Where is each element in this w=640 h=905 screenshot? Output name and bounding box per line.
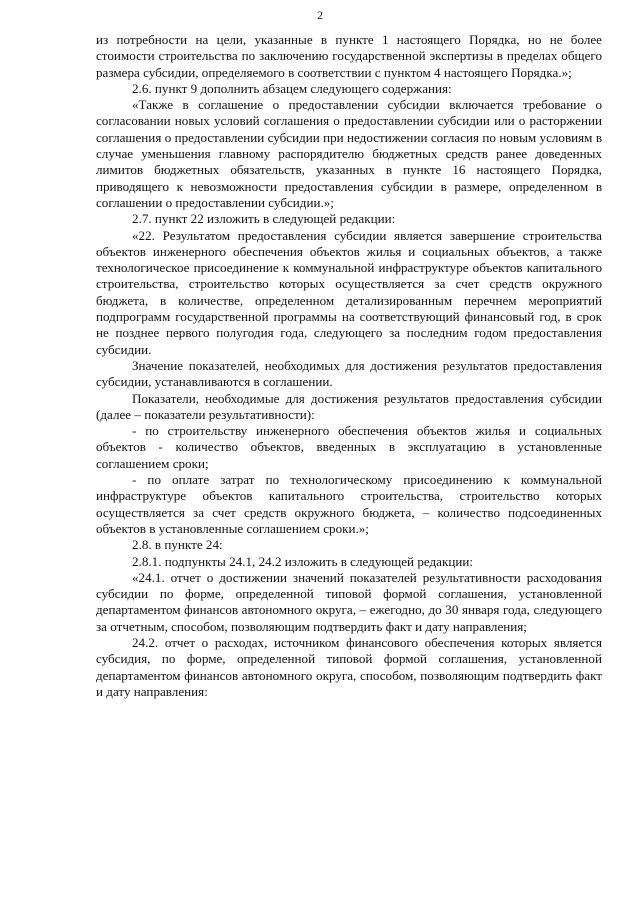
paragraph: 2.7. пункт 22 изложить в следующей редакции: bbox=[132, 211, 396, 227]
paragraph: Значение показателей, необходимых для достижения результатов предоставления субсидии, устанавливаются в соглашении. bbox=[96, 357, 602, 390]
paragraph: - по оплате затрат по технологическому присоединению к коммунальной инфраструктуре объектов капитального строительства, строительство которых осуществляется за счет средств окружного бюджета, – количество подсоединенных объектов в установленные соглашением сроки.»; bbox=[96, 472, 602, 536]
paragraph: 2.6. пункт 9 дополнить абзацем следующего содержания: bbox=[132, 80, 452, 96]
paragraph: 2.8. в пункте 24: bbox=[132, 537, 223, 553]
paragraph: из потребности на цели, указанные в пункте 1 настоящего Порядка, но не более стоимости строительства по заключению государственной экспертизы в пределах общего размера субсидии, определяемого в соответствии с пунктом 4 настоящего Порядка.»; bbox=[96, 32, 602, 80]
paragraph: «24.1. отчет о достижении значений показателей результативности расходования субсидии по форме, определенной типовой формой соглашения, установленной департаментом финансов автономного округа, – ежегодно, до 30 января года, следующего за отчетным, способом, позволяющим подтвердить факт и дату направления; bbox=[96, 569, 602, 634]
paragraph: Показатели, необходимые для достижения результатов предоставления субсидии (далее – показатели результативности): bbox=[96, 390, 602, 422]
document-body bbox=[96, 32, 602, 700]
paragraph: 2.8.1. подпункты 24.1, 24.2 изложить в следующей редакции: bbox=[132, 553, 474, 569]
paragraph: «22. Результатом предоставления субсидии является завершение строительства объектов инженерного обеспечения объектов жилья и социальных объектов, а также технологическое присоединение к коммунальной инфраструктуре объектов капитального строительства, строительство которых осуществляется за счет средств окружного бюджета, в количестве, определенном детализированным перечнем мероприятий подпрограмм государственной программы на соответствующий финансовый год, в срок не позднее первого полугодия года, следующего за последним годом предоставления субсидии. bbox=[96, 227, 602, 357]
paragraph: - по строительству инженерного обеспечения объектов жилья и социальных объектов - количество объектов, введенных в эксплуатацию в установленные соглашением сроки; bbox=[96, 423, 602, 471]
paragraph: «Также в соглашение о предоставлении субсидии включается требование о согласовании новых условий соглашения о предоставлении субсидии или о расторжении соглашения о предоставлении субсидии при недостижении согласия по новым условиям в случае уменьшения главному распорядителю бюджетных средств ранее доведенных лимитов бюджетных обязательств, указанных в пункте 16 настоящего Порядка, приводящего к невозможности предоставления субсидии в размере, определенном в соглашении о предоставлении субсидии.»; bbox=[96, 97, 602, 210]
page-number: 2 bbox=[317, 8, 323, 22]
paragraph: 24.2. отчет о расходах, источником финансового обеспечения которых является субсидия, по форме, определенной типовой формой соглашения, установленной департаментом финансов автономного округа, способом, позволяющим подтвердить факт и дату направления: bbox=[96, 634, 602, 699]
